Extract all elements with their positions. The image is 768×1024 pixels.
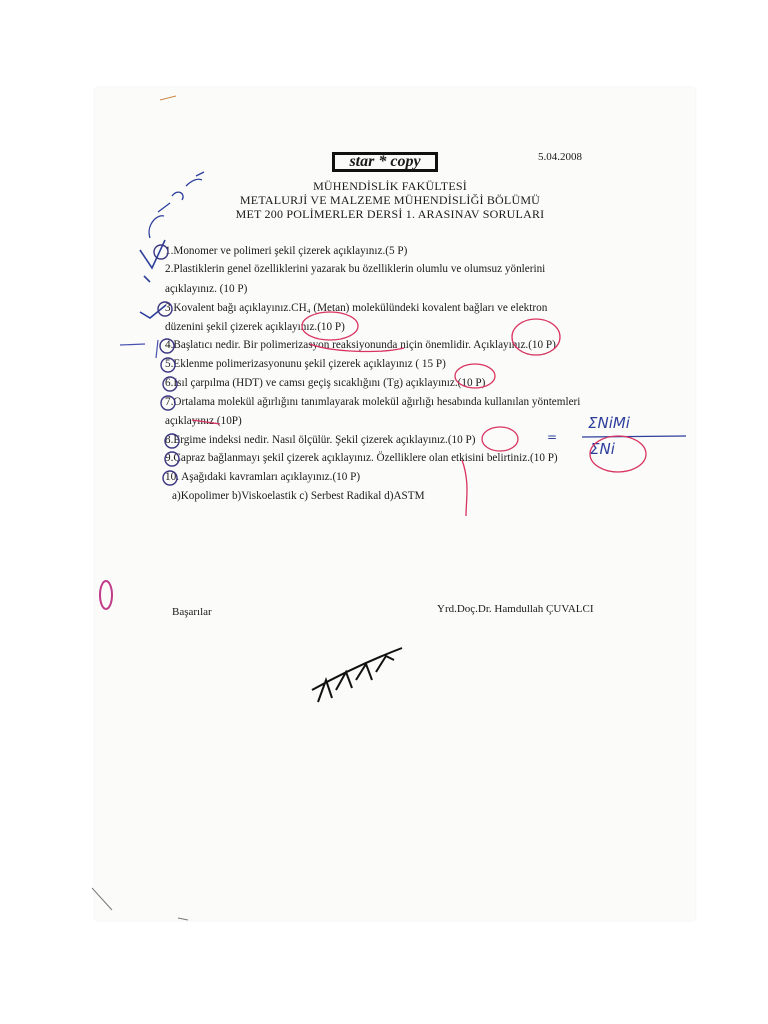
- question-6: 6.Isıl çarpılma (HDT) ve camsı geçiş sıcaklığını (Tg) açıklayınız.(10 P): [165, 377, 486, 389]
- question-2: 2.Plastiklerin genel özelliklerini yazarak bu özelliklerin olumlu ve olumsuz yönlerini: [165, 263, 546, 275]
- question-5: 5.Eklenme polimerizasyonunu şekil çizerek açıklayınız ( 15 P): [165, 358, 446, 370]
- handwritten-equals: =: [547, 430, 558, 444]
- question-9: 9.Çapraz bağlanmayı şekil çizerek açıklayınız. Özelliklere olan etkisini belirtiniz.(10 P): [165, 452, 558, 464]
- question-3-continued: düzenini şekil çizerek açıklayınız.(10 P): [165, 321, 345, 333]
- question-10: 10. Aşağıdaki kavramları açıklayınız.(10 P): [165, 471, 361, 483]
- question-4: 4.Başlatıcı nedir. Bir polimerizasyon reaksiyonunda niçin önemlidir. Açıklayınız.(10 P): [165, 339, 556, 351]
- handwritten-formula-numerator: ΣNiMi: [588, 414, 630, 432]
- handwritten-formula-denominator: ΣNi: [590, 440, 615, 458]
- question-7: 7.Ortalama molekül ağırlığını tanımlayarak molekül ağırlığı hesabında kullanılan yöntemleri: [165, 396, 581, 408]
- faculty-title: MÜHENDİSLİK FAKÜLTESİ: [313, 179, 467, 193]
- question-1: 1.Monomer ve polimeri şekil çizerek açıklayınız.(5 P): [165, 245, 408, 257]
- question-7-continued: açıklayınız.(10P): [165, 415, 242, 427]
- department-title: METALURJİ VE MALZEME MÜHENDİSLİĞİ BÖLÜMÜ: [239, 193, 541, 207]
- instructor-name: Yrd.Doç.Dr. Hamdullah ÇUVALCI: [437, 603, 594, 615]
- question-2-continued: açıklayınız. (10 P): [165, 283, 248, 295]
- question-8: 8.Ergime indeksi nedir. Nasıl ölçülür. Şekil çizerek açıklayınız.(10 P): [165, 434, 476, 446]
- closing-text: Başarılar: [172, 606, 212, 618]
- question-3: 3.Kovalent bağı açıklayınız.CH₄ (Metan) molekülündeki kovalent bağları ve elektron: [165, 302, 548, 314]
- course-title: MET 200 POLİMERLER DERSİ 1. ARASINAV SORULARI: [235, 207, 545, 221]
- question-10-items: a)Kopolimer b)Viskoelastik c) Serbest Radikal d)ASTM: [172, 490, 425, 502]
- star-copy-stamp: star * copy: [332, 152, 438, 172]
- exam-date: 5.04.2008: [538, 151, 582, 163]
